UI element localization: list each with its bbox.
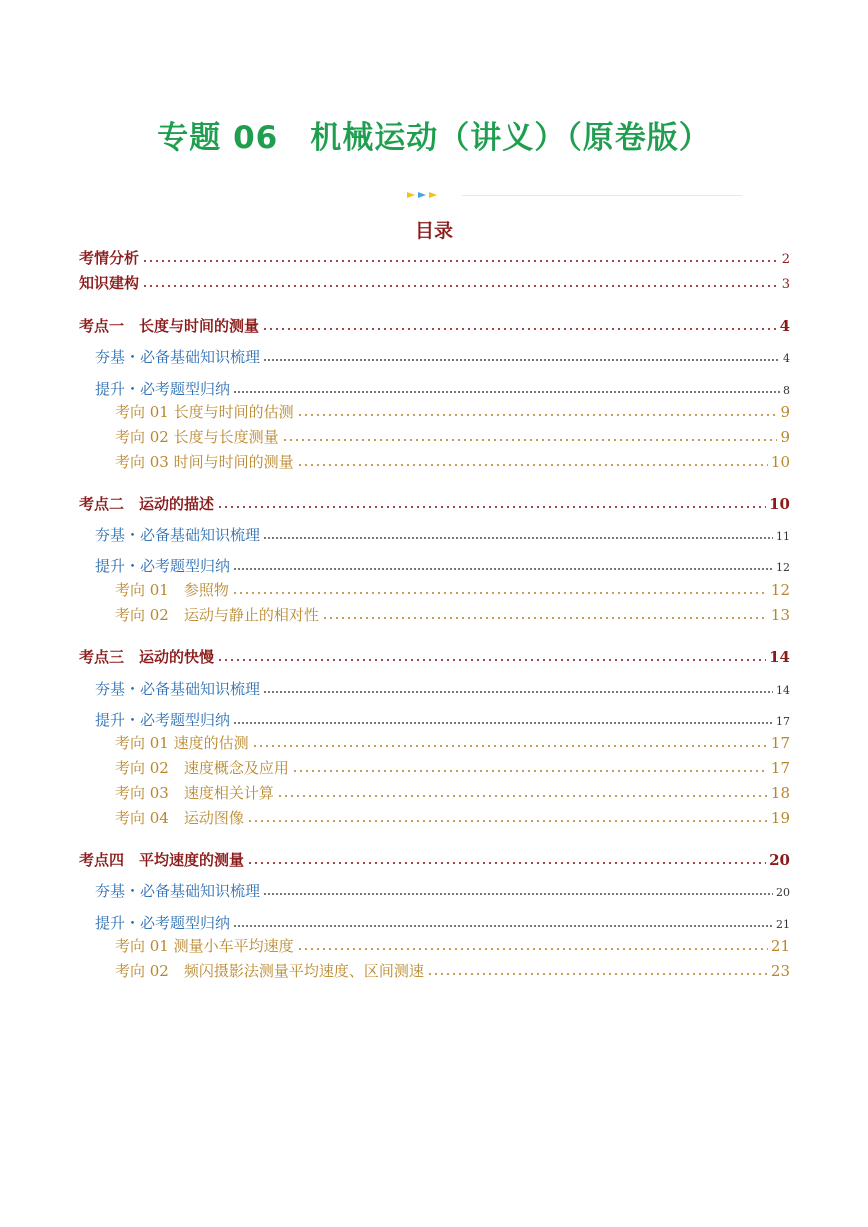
toc-entry-page: 21 xyxy=(770,937,790,955)
toc-entry-label: 知识建构 xyxy=(79,274,140,292)
toc-entry-label: 夯基・必备基础知识梳理 xyxy=(95,680,261,698)
leader-dots xyxy=(233,924,773,928)
toc-entry-page: 21 xyxy=(776,918,790,931)
toc-entry-page: 13 xyxy=(770,606,790,624)
toc-entry-page: 17 xyxy=(776,715,790,728)
toc-item[interactable] xyxy=(115,782,790,803)
toc-entry-page: 17 xyxy=(770,759,790,777)
document-title: 专题 06 机械运动（讲义）（原卷版） xyxy=(157,120,711,156)
toc-entry-page: 19 xyxy=(770,809,790,827)
leader-dots xyxy=(262,327,777,331)
toc-entry-label: 考点二 运动的描述 xyxy=(79,495,215,513)
toc-entry-label: 夯基・必备基础知识梳理 xyxy=(95,882,261,900)
toc-subsection[interactable] xyxy=(95,346,790,367)
toc-entry-label: 考向 03 速度相关计算 xyxy=(115,784,274,802)
leader-dots xyxy=(252,744,768,748)
leader-dots xyxy=(233,390,780,394)
toc-entry-label: 夯基・必备基础知识梳理 xyxy=(95,348,261,366)
toc-item[interactable] xyxy=(115,604,790,625)
toc-entry-page: 9 xyxy=(780,428,790,446)
toc-item[interactable] xyxy=(115,451,790,472)
toc-entry-page: 14 xyxy=(776,684,790,697)
leader-dots xyxy=(297,947,768,951)
leader-dots xyxy=(297,413,778,417)
toc-entry-label: 考点一 长度与时间的测量 xyxy=(79,317,260,335)
toc-entry-page: 17 xyxy=(770,734,790,752)
toc-entry-label: 提升・必考题型归纳 xyxy=(95,914,231,932)
toc-entry-page: 4 xyxy=(783,352,790,365)
toc-entry-label: 提升・必考题型归纳 xyxy=(95,380,231,398)
toc-entry-page: 10 xyxy=(770,453,790,471)
toc-entry-label: 提升・必考题型归纳 xyxy=(95,711,231,729)
toc-item[interactable] xyxy=(115,732,790,753)
toc-entry-page: 20 xyxy=(776,886,790,899)
toc-entry-page: 3 xyxy=(781,277,790,292)
toc-entry-page: 10 xyxy=(769,495,790,513)
leader-dots xyxy=(233,721,773,725)
leader-dots xyxy=(282,438,778,442)
toc-entry-page: 18 xyxy=(770,784,790,802)
toc-item[interactable] xyxy=(115,935,790,956)
toc-entry-label: 考情分析 xyxy=(79,249,140,267)
toc-entry-label: 考向 02 运动与静止的相对性 xyxy=(115,606,319,624)
leader-dots xyxy=(292,769,768,773)
toc-entry-label: 考点四 平均速度的测量 xyxy=(79,851,245,869)
toc-item[interactable] xyxy=(115,807,790,828)
toc-entry-knowledge-structure[interactable] xyxy=(79,272,790,293)
toc-entry-label: 考向 02 速度概念及应用 xyxy=(115,759,289,777)
toc-entry-page: 12 xyxy=(770,581,790,599)
leader-dots xyxy=(142,259,779,263)
toc-entry-page: 23 xyxy=(770,962,790,980)
toc-entry-page: 2 xyxy=(781,252,790,267)
toc-entry-page: 14 xyxy=(769,648,790,666)
leader-dots xyxy=(277,794,768,798)
toc-entry-label: 考向 04 运动图像 xyxy=(115,809,244,827)
toc-subsection[interactable] xyxy=(95,555,790,576)
toc-item[interactable] xyxy=(115,401,790,422)
toc-item[interactable] xyxy=(115,426,790,447)
toc-section-4[interactable] xyxy=(79,849,790,870)
toc-entry-label: 考向 03 时间与时间的测量 xyxy=(115,453,294,471)
leader-dots xyxy=(427,972,768,976)
toc-entry-label: 考点三 运动的快慢 xyxy=(79,648,215,666)
leader-dots xyxy=(142,284,779,288)
toc-subsection[interactable] xyxy=(95,378,790,399)
toc-heading: 目录 xyxy=(414,220,453,242)
toc-subsection[interactable] xyxy=(95,524,790,545)
toc-entry-label: 提升・必考题型归纳 xyxy=(95,557,231,575)
toc-entry-page: 20 xyxy=(769,851,790,869)
leader-dots xyxy=(297,463,768,467)
toc-item[interactable] xyxy=(115,960,790,981)
leader-dots xyxy=(263,892,773,896)
leader-dots xyxy=(217,505,766,509)
leader-dots xyxy=(322,616,768,620)
leader-dots xyxy=(217,658,766,662)
toc-item[interactable] xyxy=(115,579,790,600)
toc-entry-label: 考向 01 参照物 xyxy=(115,581,229,599)
leader-dots xyxy=(263,690,773,694)
leader-dots xyxy=(247,819,768,823)
toc-section-3[interactable] xyxy=(79,646,790,667)
toc-subsection[interactable] xyxy=(95,678,790,699)
leader-dots xyxy=(233,567,773,571)
toc-entry-page: 12 xyxy=(776,561,790,574)
leader-dots xyxy=(263,536,773,540)
toc-entry-page: 4 xyxy=(779,317,790,335)
toc-entry-label: 考向 02 长度与长度测量 xyxy=(115,428,279,446)
toc-entry-label: 夯基・必备基础知识梳理 xyxy=(95,526,261,544)
toc-entry-label: 考向 01 测量小车平均速度 xyxy=(115,937,294,955)
toc-subsection[interactable] xyxy=(95,709,790,730)
toc-section-1[interactable] xyxy=(79,315,790,336)
toc-subsection[interactable] xyxy=(95,880,790,901)
leader-dots xyxy=(263,358,780,362)
leader-dots xyxy=(247,861,766,865)
toc-section-2[interactable] xyxy=(79,493,790,514)
toc-entry-page: 9 xyxy=(780,403,790,421)
toc-entry-page: 11 xyxy=(776,530,790,543)
leader-dots xyxy=(232,591,768,595)
toc-entry-label: 考向 01 长度与时间的估测 xyxy=(115,403,294,421)
toc-subsection[interactable] xyxy=(95,912,790,933)
toc-entry-page: 8 xyxy=(783,384,790,397)
toc-entry-exam-analysis[interactable] xyxy=(79,247,790,268)
toc-entry-label: 考向 01 速度的估测 xyxy=(115,734,249,752)
toc-entry-label: 考向 02 频闪摄影法测量平均速度、区间测速 xyxy=(115,962,424,980)
toc-item[interactable] xyxy=(115,757,790,778)
